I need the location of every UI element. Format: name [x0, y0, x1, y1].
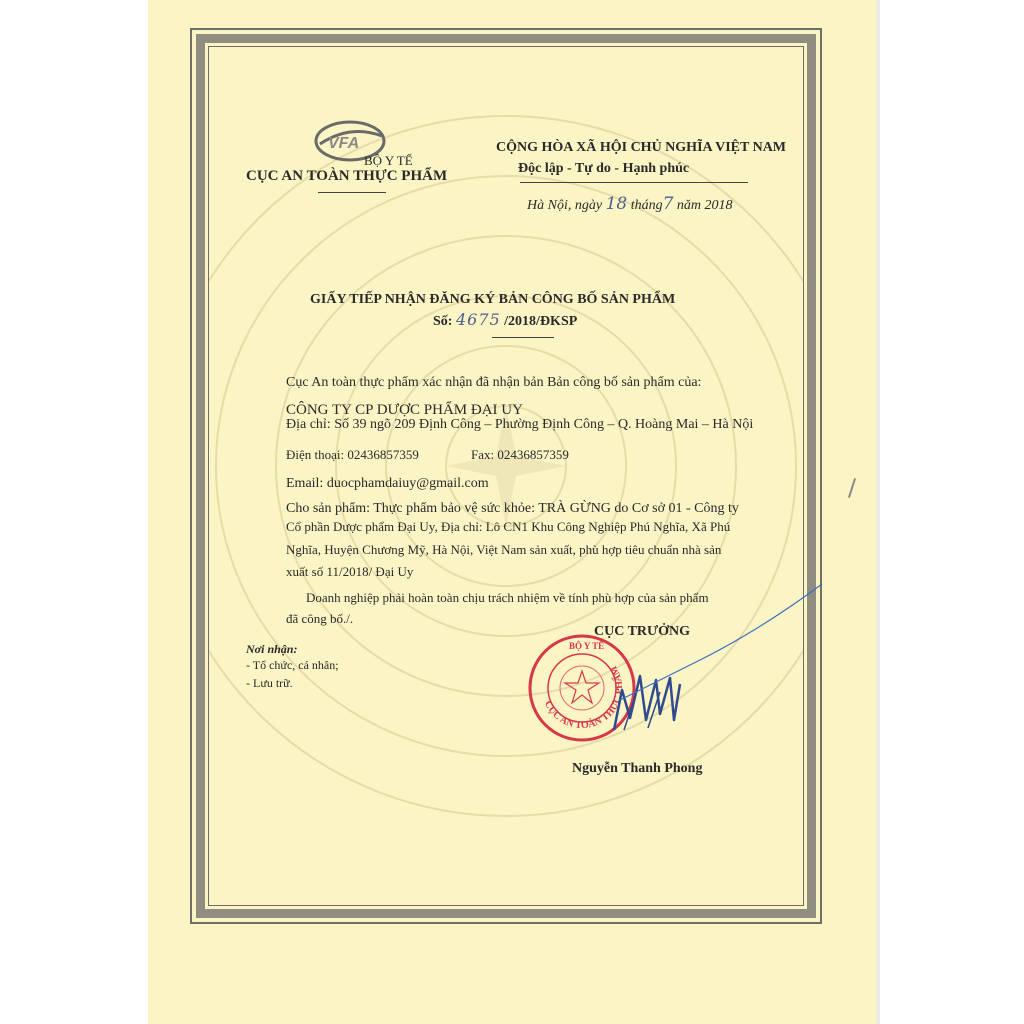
recipient-item: - Lưu trữ. [246, 676, 293, 690]
number-label: Số: [433, 314, 453, 329]
recipient-item: - Tổ chức, cá nhân; [246, 658, 339, 672]
handwritten-signature [600, 580, 830, 740]
date-prefix: Hà Nội, ngày [527, 198, 603, 213]
date-year: năm 2018 [676, 198, 733, 213]
number-suffix: /2018/ĐKSP [504, 314, 578, 329]
intro-line: Cục An toàn thực phẩm xác nhận đã nhận bản Bản công bố sản phẩm của: [286, 375, 702, 390]
product-line-4: xuất số 11/2018/ Đại Uy [286, 564, 414, 579]
issue-date [527, 194, 733, 214]
recipients-label: Nơi nhận: [246, 642, 298, 656]
motto-underline [520, 182, 748, 183]
seal-ring-text: CỤC AN TOÀN THỰC PHẨM [541, 664, 626, 732]
company-name: CÔNG TY CP DƯỢC PHẨM ĐẠI UY [286, 402, 523, 418]
responsibility-line-2: đã công bố./. [286, 611, 354, 626]
company-address: Địa chỉ: Số 39 ngõ 209 Định Công – Phường Định Công – Q. Hoàng Mai – Hà Nội [286, 417, 754, 432]
document-number [433, 310, 577, 330]
date-month: 7 [662, 194, 674, 214]
title-underline [492, 337, 554, 338]
company-email: Email: duocphamdaiuy@gmail.com [286, 476, 489, 491]
number-value: 4675 [455, 310, 501, 329]
national-motto: Độc lập - Tự do - Hạnh phúc [518, 161, 690, 176]
product-line-2: Cổ phần Dược phẩm Đại Uy, Địa chỉ: Lô CN1 Khu Công Nghiệp Phú Nghĩa, Xã Phú [286, 519, 731, 534]
signer-title: CỤC TRƯỞNG [594, 624, 691, 639]
product-line-1: Cho sản phẩm: Thực phẩm bảo vệ sức khỏe: TRÀ GỪNG do Cơ sở 01 - Công ty [286, 501, 739, 516]
agency-name: CỤC AN TOÀN THỰC PHẨM [246, 168, 448, 184]
product-line-3: Nghĩa, Huyện Chương Mỹ, Hà Nội, Việt Nam sản xuất, phù hợp tiêu chuẩn nhà sản [286, 542, 722, 557]
date-month-label: tháng [630, 198, 663, 213]
seal-top-text: BỘ Y TẾ [569, 641, 605, 651]
company-fax: Fax: 02436857359 [471, 447, 569, 462]
country-name: CỘNG HÒA XÃ HỘI CHỦ NGHĨA VIỆT NAM [496, 140, 787, 155]
logo-lettering: VFA [328, 135, 360, 152]
ministry-name: BỘ Y TẾ [364, 153, 413, 168]
company-phone: Điện thoại: 02436857359 [286, 447, 419, 462]
date-day: 18 [605, 194, 628, 214]
signer-name: Nguyễn Thanh Phong [572, 761, 703, 776]
agency-underline [318, 192, 386, 193]
document-title: GIẤY TIẾP NHẬN ĐĂNG KÝ BẢN CÔNG BỐ SẢN PHẨM [310, 292, 676, 307]
responsibility-line-1: Doanh nghiệp phải hoàn toàn chịu trách nhiệm về tính phù hợp của sản phẩm [306, 590, 709, 605]
paper-edge [876, 0, 880, 1024]
